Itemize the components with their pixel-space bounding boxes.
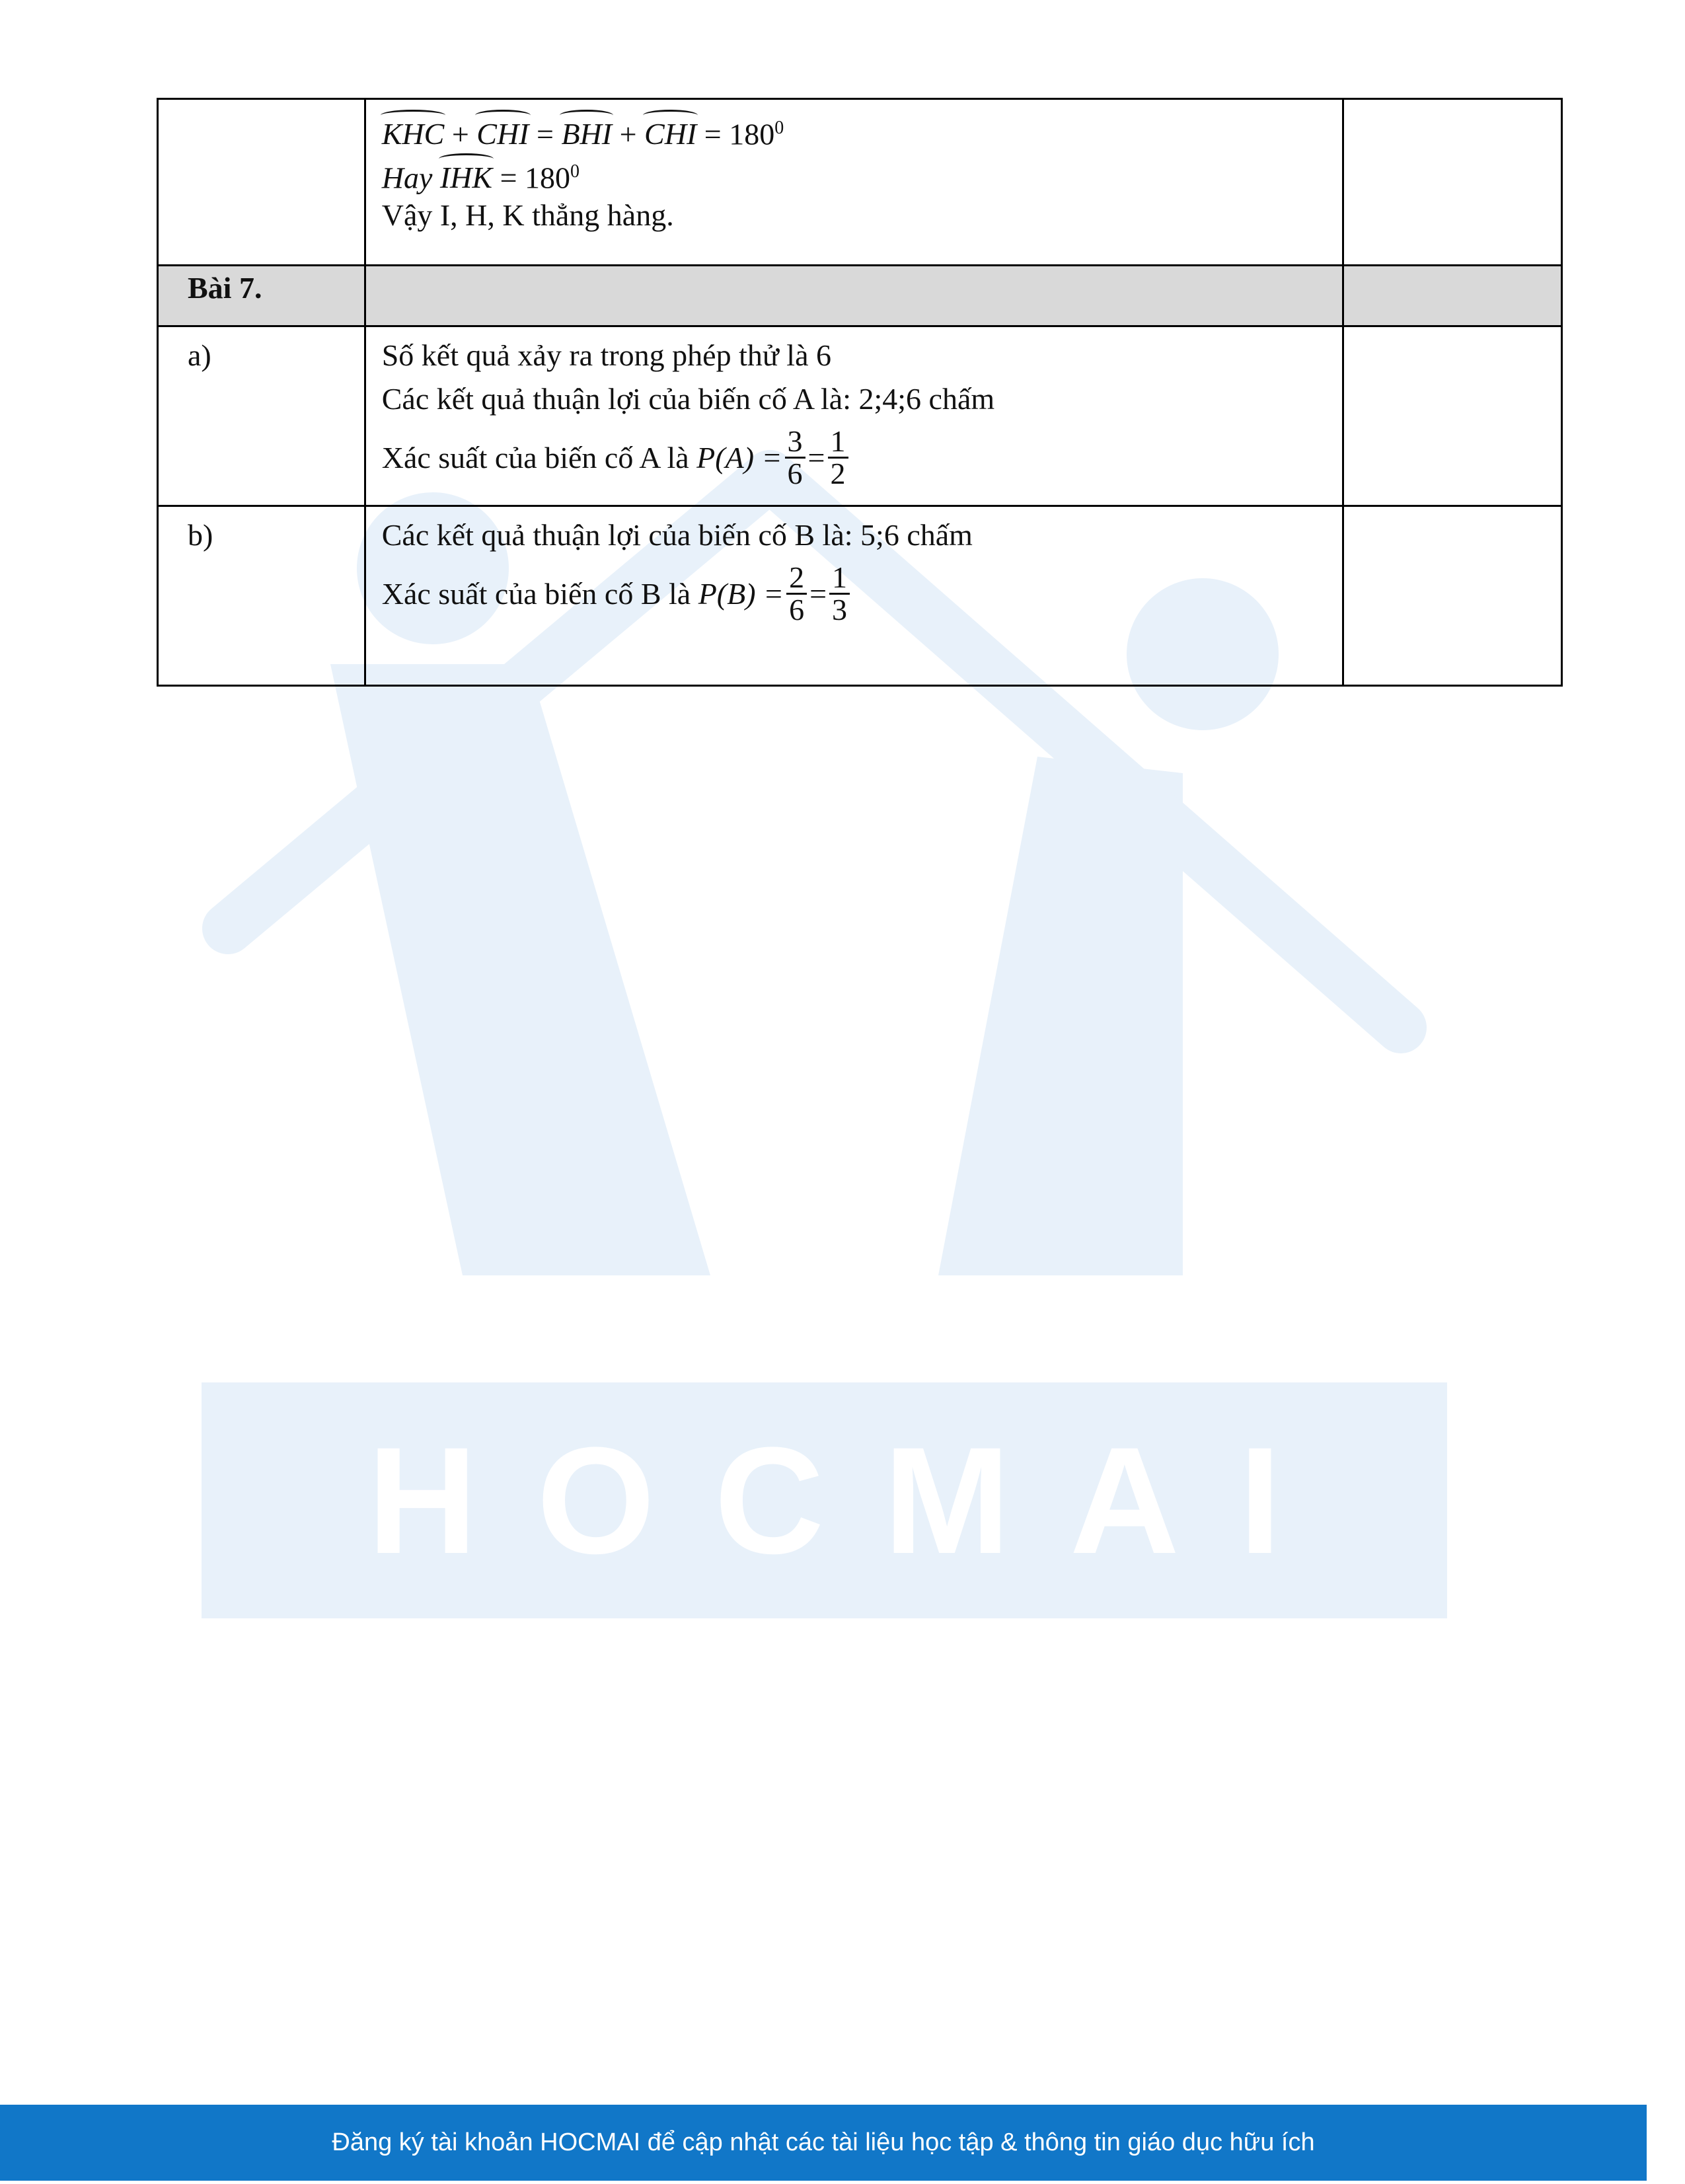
probability-line (382, 421, 1342, 494)
angle-equation (382, 106, 1342, 150)
degree-exponent: 0 (570, 161, 580, 182)
plus-sign: + (451, 117, 469, 151)
conclusion-text: Vậy I, H, K thẳng hàng. (381, 198, 674, 232)
solution-table (157, 98, 1563, 687)
degree-exponent: 0 (774, 118, 784, 138)
equals-sign: = (537, 117, 554, 151)
fraction-numerator: 1 (828, 426, 848, 459)
fraction (785, 426, 805, 489)
part-b-label: b) (188, 518, 213, 552)
content-cell (365, 266, 1343, 326)
watermark-text: HOCMAI (367, 1415, 1341, 1585)
fraction (829, 562, 850, 625)
label-cell (158, 266, 365, 326)
footer-banner[interactable] (0, 2105, 1647, 2181)
angle-bhi: BHI (561, 112, 612, 156)
equals-sign: = (500, 161, 517, 195)
fraction-numerator: 1 (829, 562, 850, 595)
sample-space-text: Số kết quả xảy ra trong phép thử là 6 (381, 338, 831, 372)
table-row (158, 506, 1562, 686)
label-cell (158, 99, 365, 266)
probability-expression: P(A) = (696, 440, 782, 474)
angle-chi-2: CHI (644, 112, 696, 156)
score-cell (1343, 326, 1561, 506)
footer-text[interactable]: Đăng ký tài khoản HOCMAI để cập nhật các tài liệu học tập & thông tin giáo dục hữu ích (332, 2128, 1315, 2156)
equals-sign: = (809, 576, 827, 611)
angle-ihk: IHK (440, 156, 492, 200)
fraction-denominator: 2 (830, 456, 846, 490)
favorable-outcomes-text: Các kết quả thuận lợi của biến cố B là: 5;6 chấm (381, 518, 973, 552)
angle-khc: KHC (382, 112, 445, 156)
probability-label: Xác suất của biến cố A là (381, 440, 689, 474)
content-cell (365, 326, 1343, 506)
angle-ihk-equation (382, 150, 1342, 194)
value-180: 180 (729, 117, 775, 151)
hay-word: Hay (381, 161, 433, 195)
score-cell (1343, 99, 1561, 266)
favorable-outcomes-text: Các kết quả thuận lợi của biến cố A là: 2;4;6 chấm (381, 382, 995, 416)
part-a-label: a) (188, 338, 211, 372)
exercise-label: Bài 7. (188, 271, 262, 305)
label-cell (158, 326, 365, 506)
label-cell (158, 506, 365, 686)
fraction-denominator: 3 (832, 592, 848, 626)
plus-sign: + (619, 117, 637, 151)
content-cell (365, 506, 1343, 686)
value-180: 180 (525, 161, 571, 195)
probability-label: Xác suất của biến cố B là (381, 576, 691, 611)
score-cell (1343, 266, 1561, 326)
fraction-numerator: 2 (786, 562, 807, 595)
fraction (828, 426, 848, 489)
score-cell (1343, 506, 1561, 686)
probability-expression: P(B) = (698, 576, 784, 611)
fraction-denominator: 6 (789, 592, 805, 626)
equals-sign: = (704, 117, 722, 151)
table-row (158, 266, 1562, 326)
fraction-denominator: 6 (787, 456, 803, 490)
angle-chi: CHI (476, 112, 529, 156)
table-row (158, 99, 1562, 266)
fraction (786, 562, 807, 625)
probability-line (382, 557, 1342, 630)
fraction-numerator: 3 (785, 426, 805, 459)
table-row (158, 326, 1562, 506)
content-cell (365, 99, 1343, 266)
equals-sign: = (807, 440, 825, 474)
